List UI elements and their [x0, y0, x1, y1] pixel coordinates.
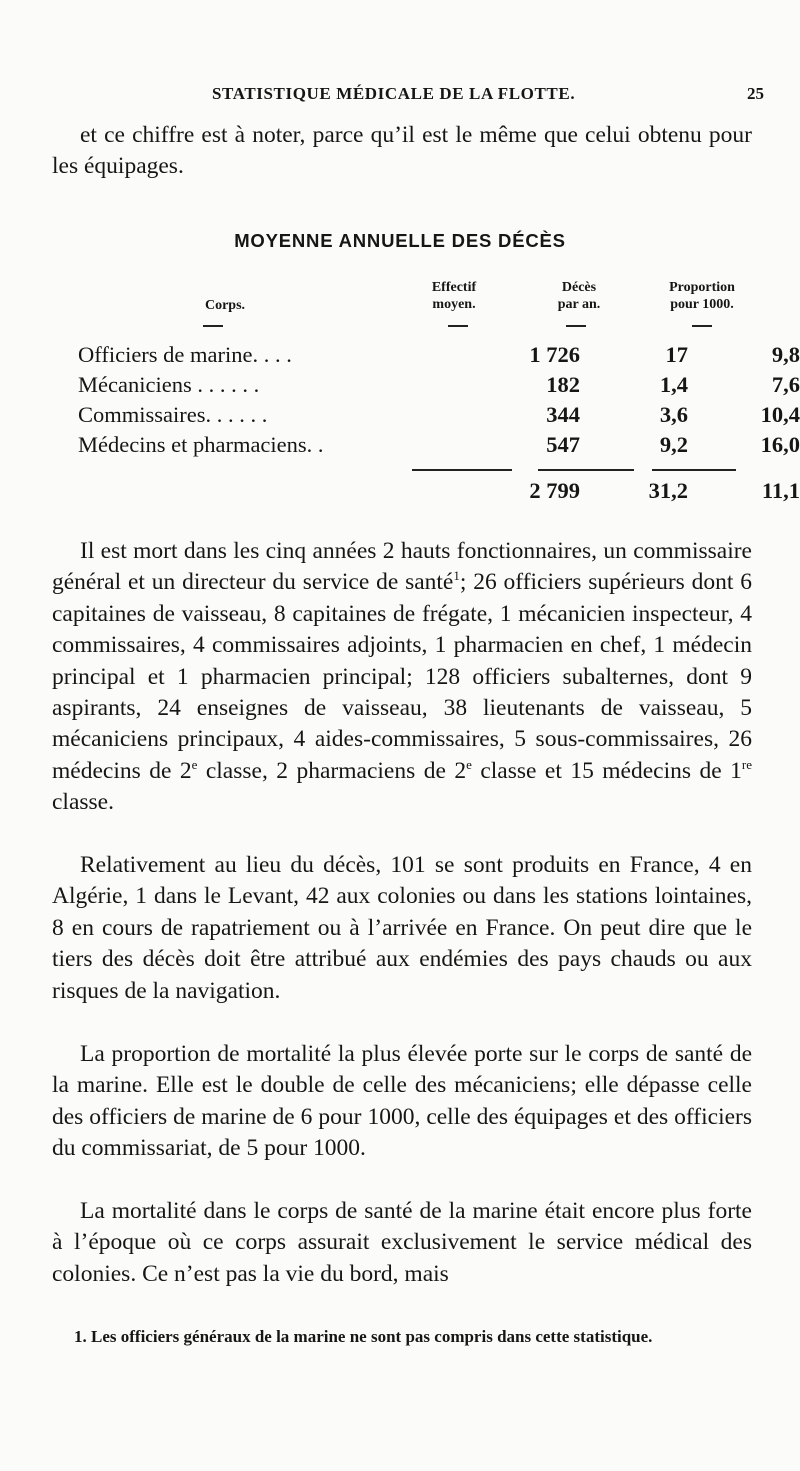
intro-paragraph: et ce chiffre est à noter, parce qu’il est le même que celui obtenu pour les équipages.: [52, 122, 752, 180]
cell-deces: 3,6: [659, 402, 688, 427]
total-proportion: 11,1: [761, 478, 800, 503]
table-row: [78, 401, 800, 428]
sum-rule: [412, 469, 512, 471]
header-effectif-line2: moyen.: [432, 297, 476, 312]
header-rule: [203, 325, 223, 327]
row-label: Officiers de marine. . . .: [78, 342, 292, 367]
cell-effectif: 1 726: [529, 342, 580, 367]
header-rule: [692, 325, 712, 327]
header-effectif-line1: Effectif: [431, 280, 477, 295]
footnote: [52, 1325, 752, 1349]
header-deces-line1: Décès: [561, 280, 597, 295]
text-run: ; 26 officiers supérieurs dont 6 capitaines de vaisseau, 8 capitaines de frégate, 1 mécanicien inspecteur, 4 commissaires, 4 commissaires adjoints, 1 pharmacien en chef, 1 médecin principal et 1 pharmacien principal; 128 officiers subalternes, dont 9 aspirants, 24 enseignes de vaisseau, 38 lieutenants de vaisseau, 5 mécaniciens principaux, 4 aides-commissaires, 5 sous-commissaires, 26 médecins de 2: [52, 569, 752, 784]
cell-deces: 9,2: [659, 432, 688, 457]
cell-proportion: 7,6: [771, 372, 800, 397]
cell-deces: 1,4: [659, 372, 688, 397]
table-row: [78, 431, 800, 458]
header-rule: [566, 325, 586, 327]
header-proportion-line2: pour 1000.: [670, 297, 734, 312]
footnote-ref: 1: [453, 568, 460, 584]
table-row: [78, 371, 800, 398]
header-deces-line2: par an.: [557, 297, 601, 312]
cell-proportion: 9,8: [771, 342, 800, 367]
total-deces: 31,2: [648, 478, 688, 503]
page-number: 25: [747, 84, 764, 103]
paragraph-mortality: La mortalité dans le corps de santé de la marine était encore plus forte à l’époque où ce corps assurait exclusivement le service médical des colonies. Ce n’est pas la vie du bord, mais: [52, 1198, 752, 1287]
superscript: e: [466, 757, 472, 773]
row-label: Mécaniciens . . . . . .: [78, 372, 260, 397]
header-proportion: [646, 279, 758, 313]
header-rule: [448, 325, 468, 327]
row-label: Médecins et pharmaciens. .: [78, 432, 324, 457]
text-run: classe et 15 médecins de 1: [471, 757, 742, 784]
superscript: re: [741, 757, 752, 773]
text-run: classe.: [52, 789, 114, 816]
sum-rule: [538, 469, 634, 471]
row-label: Commissaires. . . . . .: [78, 402, 268, 427]
header-proportion-line1: Proportion: [669, 280, 735, 295]
running-head: [52, 84, 764, 108]
text-run: classe, 2 pharmaciens de 2: [197, 757, 467, 784]
paragraph-proportion: La proportion de mortalité la plus élevée porte sur le corps de santé de la marine. Elle est le double de celle des mécaniciens; elle dépasse celle des officiers de marine de 6 pour 1000, celle des équipages et des officiers du commissariat, de 5 pour 1000.: [52, 1041, 752, 1162]
sum-rule: [652, 469, 736, 471]
paragraph-deaths: [52, 536, 752, 819]
running-title: STATISTIQUE MÉDICALE DE LA FLOTTE.: [212, 84, 576, 103]
table-total-row: [78, 477, 800, 504]
superscript: e: [191, 757, 198, 773]
cell-deces: 17: [665, 342, 688, 367]
footnote-text: Les officiers généraux de la marine ne sont pas compris dans cette statistique.: [86, 1327, 653, 1346]
footnote-marker: 1.: [74, 1327, 87, 1346]
cell-proportion: 16,0: [760, 432, 800, 457]
total-effectif: 2 799: [529, 478, 580, 503]
cell-effectif: 344: [546, 402, 580, 427]
paragraph-places: Relativement au lieu du décès, 101 se sont produits en France, 4 en Algérie, 1 dans le Levant, 42 aux colonies ou dans les stations lointaines, 8 en cours de rapatriement ou à l’arrivée en France. On peut dire que le tiers des décès doit être attribué aux endémies des pays chauds ou aux risques de la navigation.: [52, 852, 752, 1004]
cell-effectif: 547: [546, 432, 580, 457]
header-corps: Corps.: [204, 298, 246, 313]
header-effectif: [404, 279, 504, 313]
cell-proportion: 10,4: [760, 402, 800, 427]
cell-effectif: 182: [546, 372, 580, 397]
table-row: [78, 341, 800, 368]
table-title: MOYENNE ANNUELLE DES DÉCÈS: [234, 230, 566, 251]
header-deces: [536, 279, 622, 313]
text-run: Il est mort dans les cinq années 2 hauts fonctionnaires, un commissaire général et un directeur du service de santé: [52, 538, 752, 596]
